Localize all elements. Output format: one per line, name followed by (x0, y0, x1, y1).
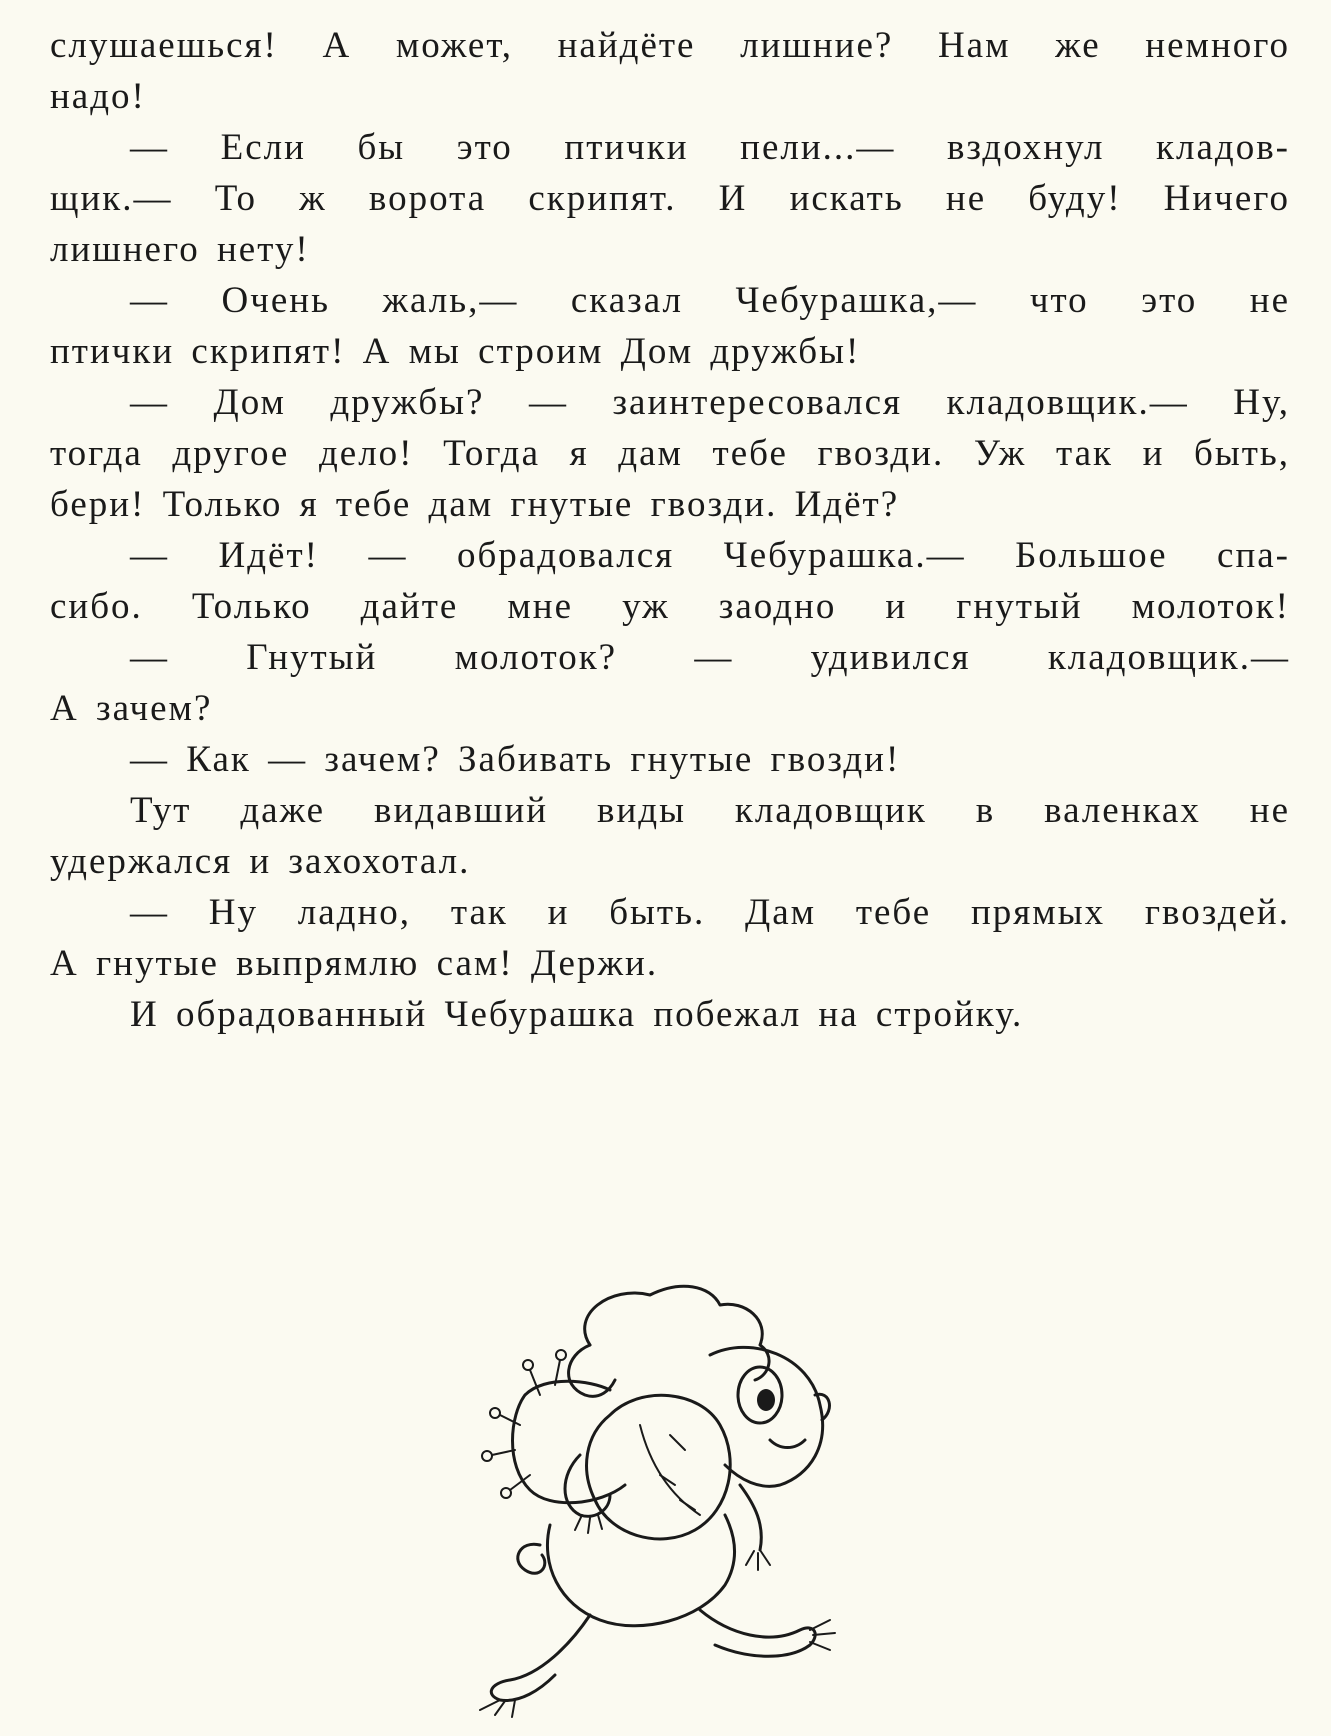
text-line: — Очень жаль,— сказал Чебурашка,— что это не (130, 280, 1290, 321)
cheburashka-illustration (470, 1275, 890, 1720)
text-line: И обрадованный Чебурашка побежал на стройку. (130, 994, 1024, 1035)
text-line: сибо. Только дайте мне уж заодно и гнутый молоток! (50, 586, 1290, 627)
text-line: — Гнутый молоток? — удивился кладовщик.— (130, 637, 1290, 678)
text-line: — Если бы это птички пели...— вздохнул кладов- (130, 127, 1290, 168)
text-line: — Идёт! — обрадовался Чебурашка.— Большое спа- (130, 535, 1290, 576)
text-line: щик.— То ж ворота скрипят. И искать не буду! Ничего (50, 178, 1290, 219)
text-line: — Дом дружбы? — заинтересовался кладовщик.— Ну, (130, 382, 1290, 423)
text-line: А зачем? (50, 688, 213, 729)
text-line: удержался и захохотал. (50, 841, 471, 882)
text-line: слушаешься! А может, найдёте лишние? Нам же немного (50, 25, 1290, 66)
story-text (50, 20, 1290, 1040)
text-line: — Ну ладно, так и быть. Дам тебе прямых гвоздей. (130, 892, 1290, 933)
text-line: надо! (50, 76, 146, 117)
cheburashka-drawing-icon (470, 1275, 890, 1720)
text-line: птички скрипят! А мы строим Дом дружбы! (50, 331, 861, 372)
text-line: А гнутые выпрямлю сам! Держи. (50, 943, 659, 984)
text-line: Тут даже видавший виды кладовщик в валенках не (130, 790, 1290, 831)
text-line: тогда другое дело! Тогда я дам тебе гвозди. Уж так и быть, (50, 433, 1290, 474)
text-line: лишнего нету! (50, 229, 310, 270)
text-line: бери! Только я тебе дам гнутые гвозди. Идёт? (50, 484, 900, 525)
text-line: — Как — зачем? Забивать гнутые гвозди! (130, 739, 901, 780)
